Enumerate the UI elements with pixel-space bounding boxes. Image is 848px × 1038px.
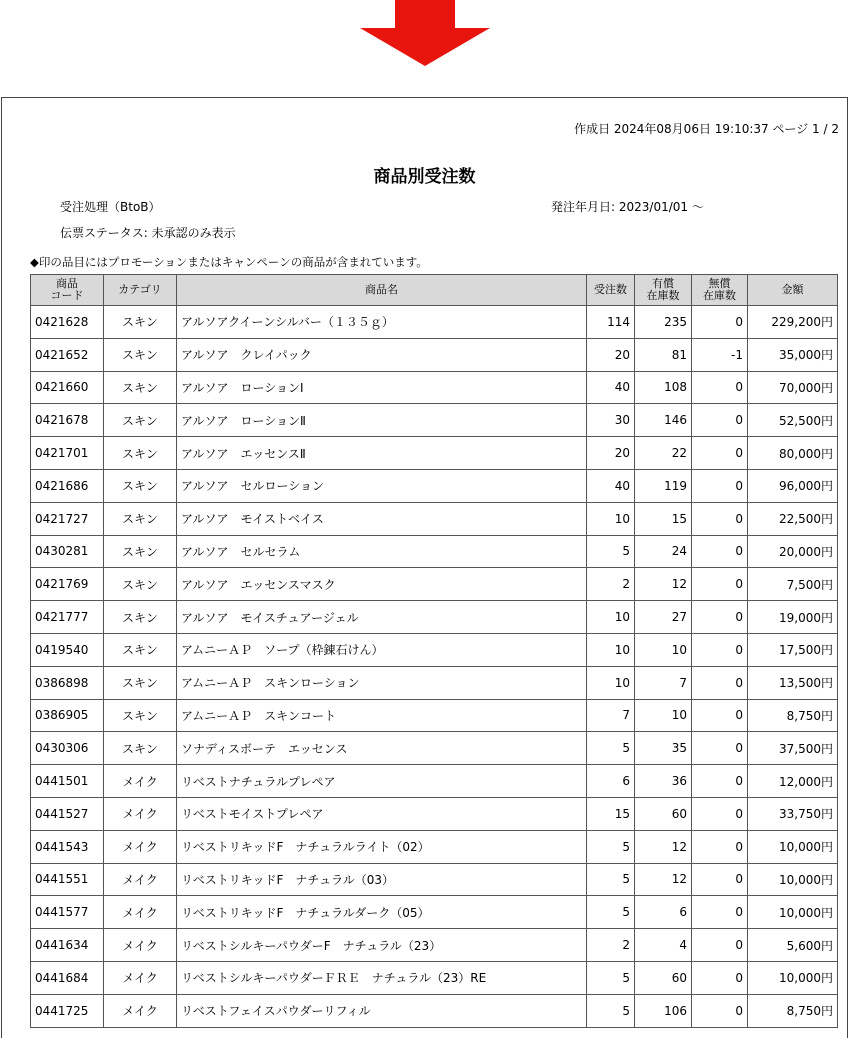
table-row (31, 765, 838, 798)
cell-amount: 17,500円 (748, 633, 838, 666)
cell-category: メイク (104, 961, 177, 994)
cell-amount: 5,600円 (748, 929, 838, 962)
cell-orders: 30 (587, 404, 635, 437)
table-row (31, 437, 838, 470)
cell-amount: 7,500円 (748, 568, 838, 601)
cell-code: 0386905 (31, 699, 104, 732)
cell-free-stock: 0 (692, 404, 748, 437)
cell-category: スキン (104, 732, 177, 765)
cell-free-stock: 0 (692, 699, 748, 732)
cell-orders: 5 (587, 896, 635, 929)
cell-code: 0421777 (31, 601, 104, 634)
cell-category: スキン (104, 535, 177, 568)
cell-name: アルソア エッセンスⅡ (177, 437, 587, 470)
table-row (31, 338, 838, 371)
table-row (31, 568, 838, 601)
cell-amount: 37,500円 (748, 732, 838, 765)
cell-paid-stock: 108 (635, 371, 692, 404)
cell-free-stock: 0 (692, 306, 748, 339)
header-code: 商品 コード (31, 275, 104, 306)
cell-category: メイク (104, 765, 177, 798)
cell-name: アムニーＡＰ ソープ（枠錬石けん） (177, 633, 587, 666)
cell-name: リベストリキッドF ナチュラルダーク（05） (177, 896, 587, 929)
cell-free-stock: 0 (692, 601, 748, 634)
table-row (31, 502, 838, 535)
cell-paid-stock: 60 (635, 797, 692, 830)
cell-paid-stock: 235 (635, 306, 692, 339)
cell-free-stock: 0 (692, 666, 748, 699)
header-paid-stock: 有償 在庫数 (635, 275, 692, 306)
cell-category: メイク (104, 994, 177, 1027)
cell-amount: 22,500円 (748, 502, 838, 535)
cell-amount: 52,500円 (748, 404, 838, 437)
table-row (31, 633, 838, 666)
cell-category: メイク (104, 929, 177, 962)
table-row (31, 469, 838, 502)
cell-category: メイク (104, 863, 177, 896)
cell-code: 0421727 (31, 502, 104, 535)
table-header-row (31, 275, 838, 306)
cell-paid-stock: 15 (635, 502, 692, 535)
cell-name: アムニーＡＰ スキンコート (177, 699, 587, 732)
cell-category: メイク (104, 896, 177, 929)
cell-category: メイク (104, 830, 177, 863)
cell-code: 0421660 (31, 371, 104, 404)
table-row (31, 404, 838, 437)
cell-orders: 5 (587, 535, 635, 568)
slip-status: 伝票ステータス: 未承認のみ表示 (60, 226, 236, 240)
table-row (31, 830, 838, 863)
cell-orders: 2 (587, 568, 635, 601)
cell-free-stock: 0 (692, 929, 748, 962)
report-title: 商品別受注数 (373, 167, 476, 187)
cell-code: 0441501 (31, 765, 104, 798)
cell-amount: 229,200円 (748, 306, 838, 339)
table-row (31, 863, 838, 896)
cell-code: 0419540 (31, 633, 104, 666)
cell-orders: 6 (587, 765, 635, 798)
cell-name: アルソア クレイパック (177, 338, 587, 371)
cell-name: リベストモイストプレペア (177, 797, 587, 830)
cell-amount: 20,000円 (748, 535, 838, 568)
table-row (31, 535, 838, 568)
cell-category: メイク (104, 797, 177, 830)
cell-amount: 80,000円 (748, 437, 838, 470)
table-row (31, 896, 838, 929)
table-row (31, 797, 838, 830)
cell-paid-stock: 10 (635, 699, 692, 732)
cell-name: アルソア ローションⅡ (177, 404, 587, 437)
cell-category: スキン (104, 469, 177, 502)
cell-category: スキン (104, 306, 177, 339)
header-free-stock: 無償 在庫数 (692, 275, 748, 306)
cell-free-stock: 0 (692, 863, 748, 896)
cell-category: スキン (104, 568, 177, 601)
cell-category: スキン (104, 601, 177, 634)
cell-code: 0421769 (31, 568, 104, 601)
cell-amount: 12,000円 (748, 765, 838, 798)
cell-orders: 114 (587, 306, 635, 339)
cell-paid-stock: 24 (635, 535, 692, 568)
cell-amount: 96,000円 (748, 469, 838, 502)
header-orders: 受注数 (587, 275, 635, 306)
cell-free-stock: 0 (692, 961, 748, 994)
table-row (31, 666, 838, 699)
cell-amount: 10,000円 (748, 863, 838, 896)
cell-code: 0430306 (31, 732, 104, 765)
table-row (31, 732, 838, 765)
promotion-note: ◆印の品目にはプロモーションまたはキャンペーンの商品が含まれています。 (30, 255, 428, 269)
cell-paid-stock: 81 (635, 338, 692, 371)
cell-amount: 10,000円 (748, 830, 838, 863)
cell-orders: 40 (587, 469, 635, 502)
cell-name: リベストリキッドF ナチュラルライト（02） (177, 830, 587, 863)
cell-amount: 10,000円 (748, 896, 838, 929)
cell-code: 0421701 (31, 437, 104, 470)
down-arrow-icon (360, 0, 490, 66)
cell-code: 0421652 (31, 338, 104, 371)
cell-name: アルソア エッセンスマスク (177, 568, 587, 601)
table-row (31, 994, 838, 1027)
cell-paid-stock: 10 (635, 633, 692, 666)
cell-paid-stock: 12 (635, 568, 692, 601)
cell-code: 0441725 (31, 994, 104, 1027)
table-row (31, 961, 838, 994)
cell-code: 0421678 (31, 404, 104, 437)
cell-free-stock: 0 (692, 535, 748, 568)
cell-free-stock: 0 (692, 765, 748, 798)
cell-name: アルソア ローションⅠ (177, 371, 587, 404)
cell-paid-stock: 119 (635, 469, 692, 502)
cell-paid-stock: 36 (635, 765, 692, 798)
cell-free-stock: 0 (692, 994, 748, 1027)
cell-name: リベストシルキーパウダーＦＲＥ ナチュラル（23）RE (177, 961, 587, 994)
cell-orders: 2 (587, 929, 635, 962)
order-date-range: 発注年月日: 2023/01/01 ～ (551, 200, 704, 214)
cell-amount: 70,000円 (748, 371, 838, 404)
table-row (31, 929, 838, 962)
cell-amount: 33,750円 (748, 797, 838, 830)
cell-orders: 10 (587, 633, 635, 666)
cell-free-stock: -1 (692, 338, 748, 371)
cell-code: 0441527 (31, 797, 104, 830)
cell-paid-stock: 35 (635, 732, 692, 765)
cell-paid-stock: 12 (635, 830, 692, 863)
cell-orders: 5 (587, 863, 635, 896)
cell-free-stock: 0 (692, 896, 748, 929)
cell-free-stock: 0 (692, 371, 748, 404)
cell-code: 0441577 (31, 896, 104, 929)
cell-free-stock: 0 (692, 502, 748, 535)
cell-name: アムニーＡＰ スキンローション (177, 666, 587, 699)
cell-paid-stock: 146 (635, 404, 692, 437)
cell-free-stock: 0 (692, 797, 748, 830)
cell-category: スキン (104, 633, 177, 666)
cell-amount: 19,000円 (748, 601, 838, 634)
cell-amount: 10,000円 (748, 961, 838, 994)
cell-amount: 13,500円 (748, 666, 838, 699)
cell-category: スキン (104, 338, 177, 371)
cell-category: スキン (104, 404, 177, 437)
table-row (31, 601, 838, 634)
process-type: 受注処理（BtoB） (60, 200, 161, 214)
header-amount: 金額 (748, 275, 838, 306)
cell-paid-stock: 27 (635, 601, 692, 634)
cell-name: リベストシルキーパウダーF ナチュラル（23） (177, 929, 587, 962)
cell-free-stock: 0 (692, 469, 748, 502)
cell-orders: 10 (587, 502, 635, 535)
cell-name: リベストリキッドF ナチュラル（03） (177, 863, 587, 896)
cell-orders: 40 (587, 371, 635, 404)
cell-orders: 10 (587, 601, 635, 634)
cell-free-stock: 0 (692, 830, 748, 863)
report-page (1, 97, 848, 1038)
cell-name: アルソアクイーンシルバー（１３５ｇ） (177, 306, 587, 339)
cell-category: スキン (104, 371, 177, 404)
cell-code: 0441684 (31, 961, 104, 994)
cell-amount: 8,750円 (748, 994, 838, 1027)
cell-paid-stock: 60 (635, 961, 692, 994)
cell-amount: 8,750円 (748, 699, 838, 732)
cell-code: 0386898 (31, 666, 104, 699)
cell-orders: 5 (587, 732, 635, 765)
cell-paid-stock: 22 (635, 437, 692, 470)
cell-orders: 5 (587, 830, 635, 863)
cell-paid-stock: 4 (635, 929, 692, 962)
cell-category: スキン (104, 437, 177, 470)
header-category: カテゴリ (104, 275, 177, 306)
cell-name: アルソア セルローション (177, 469, 587, 502)
cell-free-stock: 0 (692, 437, 748, 470)
cell-name: ソナディスボーテ エッセンス (177, 732, 587, 765)
cell-code: 0441634 (31, 929, 104, 962)
cell-paid-stock: 7 (635, 666, 692, 699)
order-table (30, 274, 838, 1028)
created-date: 作成日 2024年08月06日 19:10:37 ページ 1 / 2 (574, 122, 839, 136)
cell-name: アルソア モイストベイス (177, 502, 587, 535)
cell-category: スキン (104, 666, 177, 699)
cell-paid-stock: 6 (635, 896, 692, 929)
cell-category: スキン (104, 699, 177, 732)
cell-code: 0441543 (31, 830, 104, 863)
table-body (31, 306, 838, 1028)
cell-orders: 20 (587, 338, 635, 371)
table-row (31, 371, 838, 404)
cell-orders: 5 (587, 961, 635, 994)
cell-category: スキン (104, 502, 177, 535)
cell-code: 0421628 (31, 306, 104, 339)
cell-orders: 10 (587, 666, 635, 699)
cell-code: 0441551 (31, 863, 104, 896)
cell-free-stock: 0 (692, 732, 748, 765)
cell-orders: 7 (587, 699, 635, 732)
table-row (31, 306, 838, 339)
cell-code: 0421686 (31, 469, 104, 502)
cell-free-stock: 0 (692, 633, 748, 666)
cell-code: 0430281 (31, 535, 104, 568)
cell-name: リベストナチュラルプレペア (177, 765, 587, 798)
cell-orders: 5 (587, 994, 635, 1027)
cell-free-stock: 0 (692, 568, 748, 601)
cell-name: アルソア セルセラム (177, 535, 587, 568)
cell-orders: 20 (587, 437, 635, 470)
header-name: 商品名 (177, 275, 587, 306)
cell-name: アルソア モイスチュアージェル (177, 601, 587, 634)
cell-paid-stock: 12 (635, 863, 692, 896)
cell-name: リベストフェイスパウダーリフィル (177, 994, 587, 1027)
cell-amount: 35,000円 (748, 338, 838, 371)
table-row (31, 699, 838, 732)
cell-orders: 15 (587, 797, 635, 830)
cell-paid-stock: 106 (635, 994, 692, 1027)
